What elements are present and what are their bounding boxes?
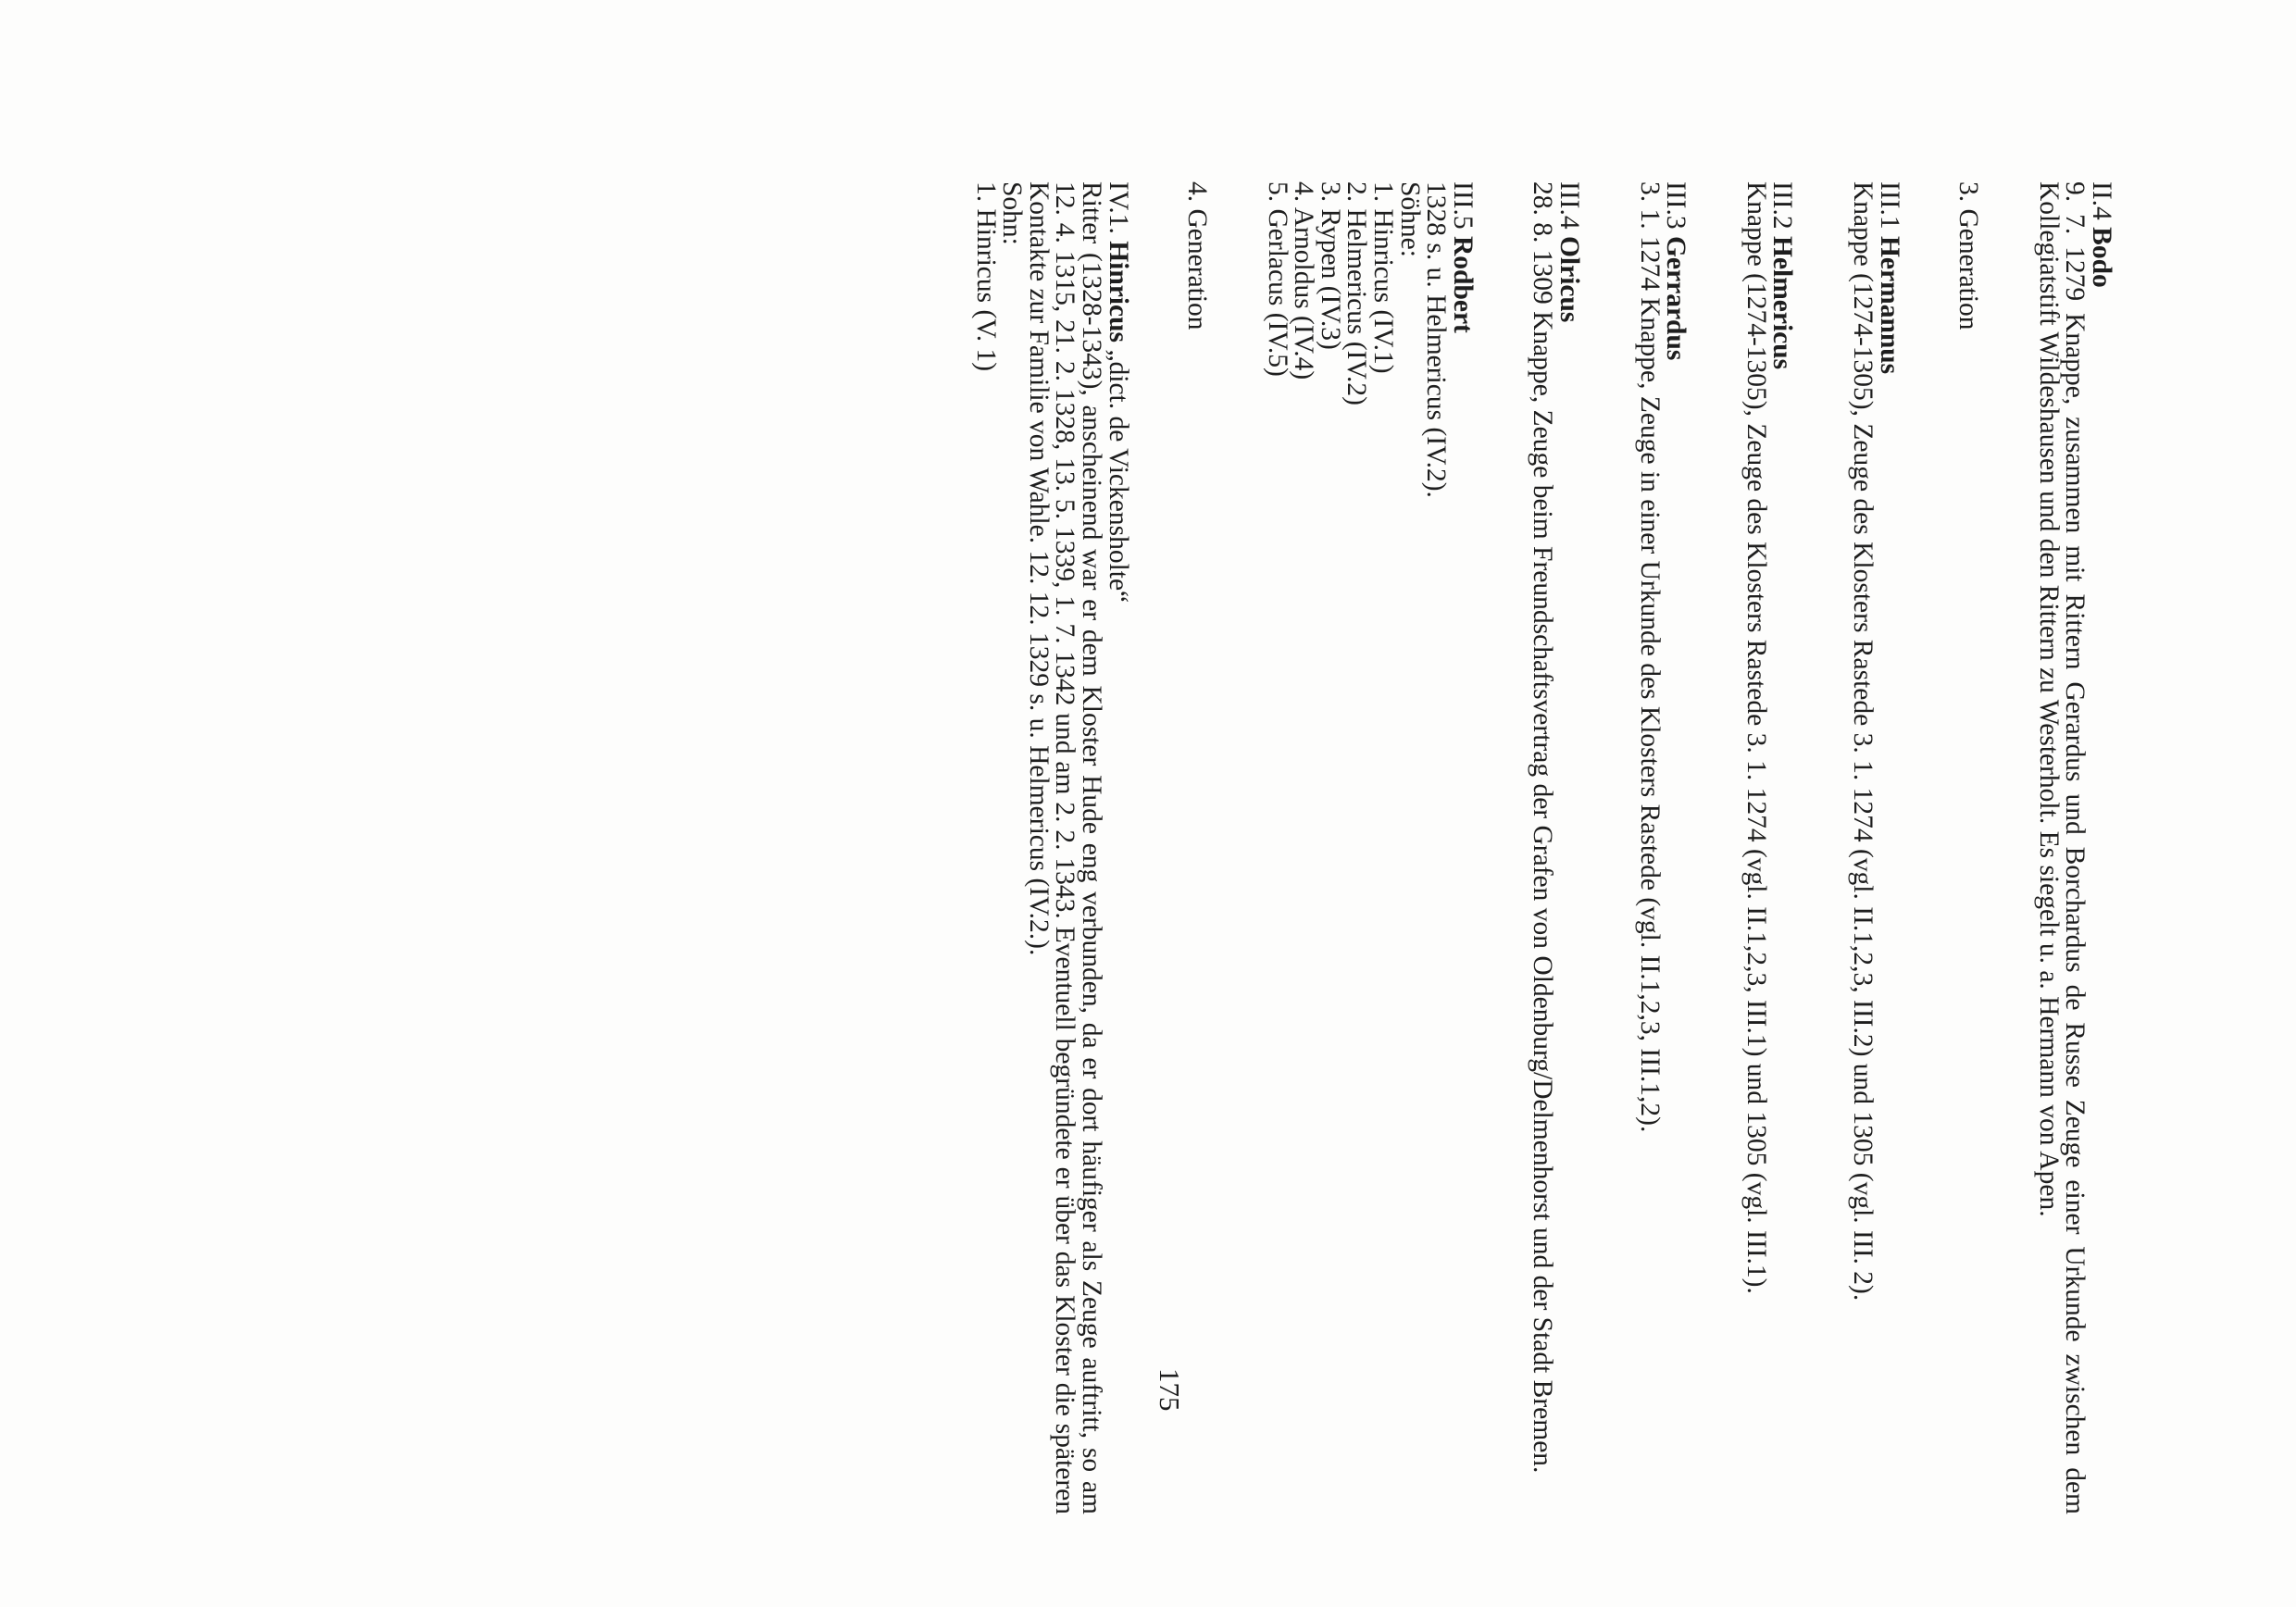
entry-name: Hinricus [1103, 241, 1133, 343]
son-list-item: 4. Arnoldus (IV.4) [1289, 181, 1319, 380]
entry-gerrardus [1636, 181, 1689, 1514]
entry-number: III.2 [1767, 181, 1798, 230]
entry-helmericus [1741, 181, 1798, 1514]
son-list-item: 5. Gerlacus (IV.5) [1262, 181, 1292, 377]
son-list-item: 1. Hinricus (V. 1) [970, 181, 1001, 372]
entry-epithet: „dict. de Vickensholte“ [1103, 343, 1133, 604]
entry-name: Olricus [1554, 235, 1585, 323]
son-list-item: 3. Rypen (IV.3) [1315, 181, 1345, 350]
entry-heading [1554, 181, 1585, 1514]
entry-bodo [2035, 181, 2115, 1514]
entry-heading [1104, 181, 1131, 1514]
page-content [972, 181, 2115, 1514]
page-number: 175 [1154, 1368, 1186, 1412]
entry-text: 9. 7. 1279 Knappe, zusammen mit Rittern Gerardus und Borchardus de Russe Zeuge einer Urkunde zwischen dem Kollegiatstift Wildeshausen und den Rittern zu Westerholt. Es siegelt u. a. Hermann von Apen. [2033, 181, 2090, 1514]
entry-name: Rodbert [1447, 235, 1478, 333]
entry-number: III.3 [1661, 181, 1691, 230]
entry-text: Knappe (1274-1305), Zeuge des Klosters Rastede 3. 1. 1274 (vgl. II.1,2,3, III.1) und 1305 (vgl. III.1). [1741, 181, 1771, 1294]
entry-number: IV.1. [1103, 181, 1133, 234]
section-heading-generation-3: 3. Generation [1953, 181, 1984, 330]
entry-number: III.5 [1447, 181, 1478, 230]
entry-name: Helmericus [1767, 235, 1798, 370]
section-heading-generation-4: 4. Generation [1182, 181, 1213, 330]
entry-heading [1876, 181, 1903, 1514]
entry-name: Hermannus [1874, 235, 1904, 375]
son-list-item: 2. Helmericus (IV.2) [1341, 181, 1372, 405]
entry-heading [1449, 181, 1476, 1514]
entry-rodbert [1264, 181, 1476, 1514]
entry-number: III.1 [1874, 181, 1904, 230]
entry-heading [2088, 181, 2115, 1514]
entry-hermannus [1849, 181, 1902, 1514]
entry-text: Knappe (1274-1305), Zeuge des Klosters Rastede 3. 1. 1274 (vgl. II.1,2,3, III.2) und 1305 (vgl. III. 2). [1848, 181, 1878, 1302]
entry-olricus [1528, 181, 1585, 1514]
entry-text: 3. 1. 1274 Knappe, Zeuge in einer Urkunde des Klosters Rastede (vgl. II.1,2,3, III.1,2). [1634, 181, 1665, 1133]
entry-name: Bodo [2087, 227, 2116, 288]
entry-hinricus [972, 181, 1131, 1514]
entry-name: Gerrardus [1661, 235, 1691, 361]
entry-number: III.4 [1554, 181, 1585, 230]
son-list-item: 1. Hinricus (IV.1) [1368, 181, 1399, 374]
entry-text: Ritter (1328-1343), anscheinend war er dem Kloster Hude eng verbunden, da er dort häufiger als Zeuge auftritt, so am 12. 4. 1315, 21. 2. 1328, 13. 5. 1339, 1. 7. 1342 und am 2. 2. 1343. Eventuell begründete er über das Kloster die späteren Kontakte zur Familie von Wahle. 12. 12. 1329 s. u. Helmericus (IV.2.). [1023, 181, 1106, 1514]
entry-number: II.4 [2087, 181, 2116, 220]
entry-heading [1663, 181, 1690, 1514]
entry-text: 28. 8. 1309 Knappe, Zeuge beim Freundschaftsvertrag der Grafen von Oldenburg/Delmenhorst und der Stadt Bremen. [1528, 181, 1558, 1474]
entry-heading [1769, 181, 1796, 1514]
son-label: Sohn: [997, 181, 1028, 245]
entry-text: 1328 s. u. Helmericus (IV.2). [1421, 181, 1452, 498]
sons-label: Söhne: [1394, 181, 1425, 257]
